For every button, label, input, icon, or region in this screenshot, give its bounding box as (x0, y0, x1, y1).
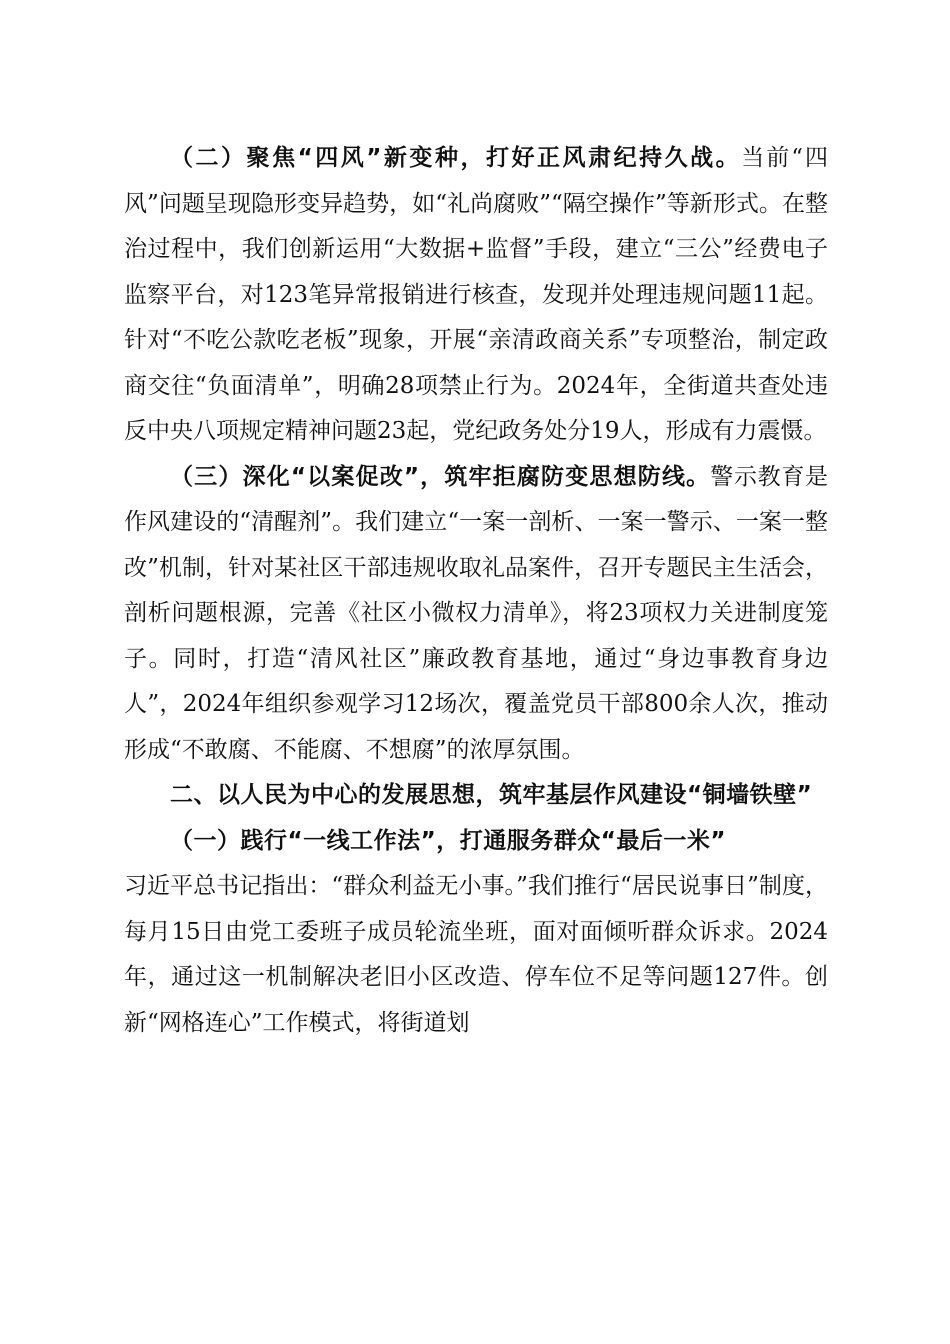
subsection-1-body: 习近平总书记指出：“群众利益无小事。”我们推行“居民说事日”制度，每月15日由党工委班子成员轮流坐班，面对面倾听群众诉求。2024年，通过这一机制解决老旧小区改造、停车位不足等问题127件。创新“网格连心”工作模式，将街道划 (124, 873, 828, 1036)
paragraph-section-3 (124, 455, 828, 774)
section-2-lead: （二）聚焦“四风”新变种，打好正风肃纪持久战。 (170, 145, 742, 171)
paragraph-section-2 (124, 136, 828, 455)
subsection-1-body-paragraph (124, 864, 828, 1046)
section-2-body: 当前“四风”问题呈现隐形变异趋势，如“礼尚腐败”“隔空操作”等新形式。在整治过程中，我们创新运用“大数据+监督”手段，建立“三公”经费电子监察平台，对123笔异常报销进行核查，发现并处理违规问题11起。针对“不吃公款吃老板”现象，开展“亲清政商关系”专项整治，制定政商交往“负面清单”，明确28项禁止行为。2024年，全街道共查处违反中央八项规定精神问题23起，党纪政务处分19人，形成有力震慑。 (124, 145, 829, 444)
subsection-lead-paragraph (124, 819, 828, 865)
section-3-body: 警示教育是作风建设的“清醒剂”。我们建立“一案一剖析、一案一警示、一案一整改”机制，针对某社区干部违规收取礼品案件，召开专题民主生活会，剖析问题根源，完善《社区小微权力清单》，将23项权力关进制度笼子。同时，打造“清风社区”廉政教育基地，通过“身边事教育身边人”，2024年组织参观学习12场次，覆盖党员干部800余人次，推动形成“不敢腐、不能腐、不想腐”的浓厚氛围。 (124, 463, 829, 763)
document-page (124, 136, 828, 1046)
chapter-heading: 二、以人民为中心的发展思想，筑牢基层作风建设“铜墙铁壁” (170, 782, 813, 808)
subsection-1-lead: （一）践行“一线工作法”，打通服务群众“最后一米” (170, 827, 726, 854)
section-3-lead: （三）深化“以案促改”，筑牢拒腐防变思想防线。 (170, 463, 711, 490)
